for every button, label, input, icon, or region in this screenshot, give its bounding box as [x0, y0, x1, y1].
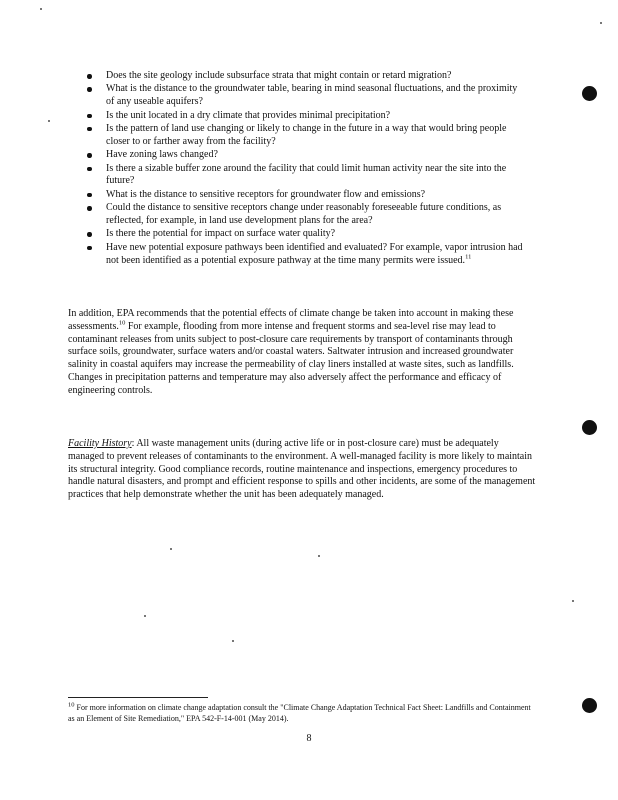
- footnote-10: [68, 703, 536, 724]
- footnote-reference-11: 11: [465, 253, 472, 261]
- list-item-text: Is there the potential for impact on surface water quality?: [106, 228, 336, 240]
- list-item: [86, 83, 526, 109]
- climate-paragraph-lead: In addition, EPA recommends that the potential effects of climate change be taken into account in making these assessments.: [68, 308, 514, 332]
- list-item-text: Is the unit located in a dry climate that provides minimal precipitation?: [106, 109, 391, 121]
- list-item: [86, 70, 526, 83]
- scan-speck: [600, 22, 602, 24]
- footnote-number: 10: [68, 701, 75, 709]
- list-item: [86, 123, 526, 149]
- footnote-reference-10: 10: [118, 319, 126, 327]
- footnote-divider: [68, 697, 208, 698]
- facility-history-heading: Facility History: [68, 438, 132, 449]
- list-item-text: Is there a sizable buffer zone around the facility that could limit human activity near the site into the future?: [106, 162, 507, 187]
- list-item: [86, 149, 526, 162]
- scan-speck: [170, 548, 172, 550]
- facility-history-paragraph: [68, 438, 536, 502]
- list-item-text: Could the distance to sensitive receptors change under reasonably foreseeable future conditions, as reflected, for example, in land use development plans for the area?: [106, 202, 502, 226]
- binder-hole-mark: [582, 86, 597, 101]
- binder-hole-mark: [582, 420, 597, 435]
- list-item: [86, 110, 526, 123]
- scan-speck: [48, 120, 50, 122]
- list-item-text: What is the distance to sensitive receptors for groundwater flow and emissions?: [106, 188, 426, 200]
- scan-speck: [232, 640, 234, 642]
- list-item: [86, 202, 526, 228]
- list-item: [86, 228, 526, 241]
- list-item-text: Is the pattern of land use changing or likely to change in the future in a way that would bring people closer to or farther away from the facility?: [106, 122, 507, 147]
- scan-speck: [572, 600, 574, 602]
- footnote-text: For more information on climate change adaptation consult the "Climate Change Adaptation Technical Fact Sheet: Landfills and Containment as an Element of Site Remediation," EPA 542-F-14-001 (May 2014).: [68, 703, 531, 723]
- list-item-text: Does the site geology include subsurface strata that might contain or retard migration?: [106, 70, 452, 81]
- climate-change-paragraph: [68, 308, 536, 398]
- scan-speck: [144, 615, 146, 617]
- list-item: [86, 163, 526, 189]
- scan-speck: [40, 8, 42, 10]
- list-item: [86, 189, 526, 202]
- binder-hole-mark: [582, 698, 597, 713]
- list-item-text: What is the distance to the groundwater table, bearing in mind seasonal fluctuations, and the proximity of any useable aquifers?: [106, 83, 518, 108]
- facility-history-body: : All waste management units (during active life or in post-closure care) must be adequately managed to prevent releases of contaminants to the environment. A well-managed facility is more likely to maintain its structural integrity. Good compliance records, routine maintenance and inspections, emergency procedures to handle natural disasters, and prompt and efficient response to spills and other incidents, are some of the management practices that help demonstrate whether the unit has been adequately managed.: [68, 438, 536, 501]
- climate-paragraph-body: For example, flooding from more intense and frequent storms and sea-level rise may lead to contaminant releases from units subject to post-closure care requirements by transport of contaminants through surface soils, groundwater, surface waters and/or coastal waters. Saltwater intrusion and increased groundwater salinity in coastal aquifers may increase the permeability of clay liners installed at waste sites, such as landfills. Changes in precipitation patterns and temperature may also adversely affect the performance and efficacy of engineering controls.: [68, 320, 514, 396]
- assessment-questions-list: [86, 70, 526, 268]
- list-item-text: Have zoning laws changed?: [106, 149, 218, 161]
- scan-speck: [318, 555, 320, 557]
- page-number: 8: [306, 733, 312, 744]
- list-item: [86, 242, 526, 268]
- list-item-text: Have new potential exposure pathways been identified and evaluated? For example, vapor intrusion had not been identified as a potential exposure pathway at the time many permits were issued.: [106, 241, 523, 266]
